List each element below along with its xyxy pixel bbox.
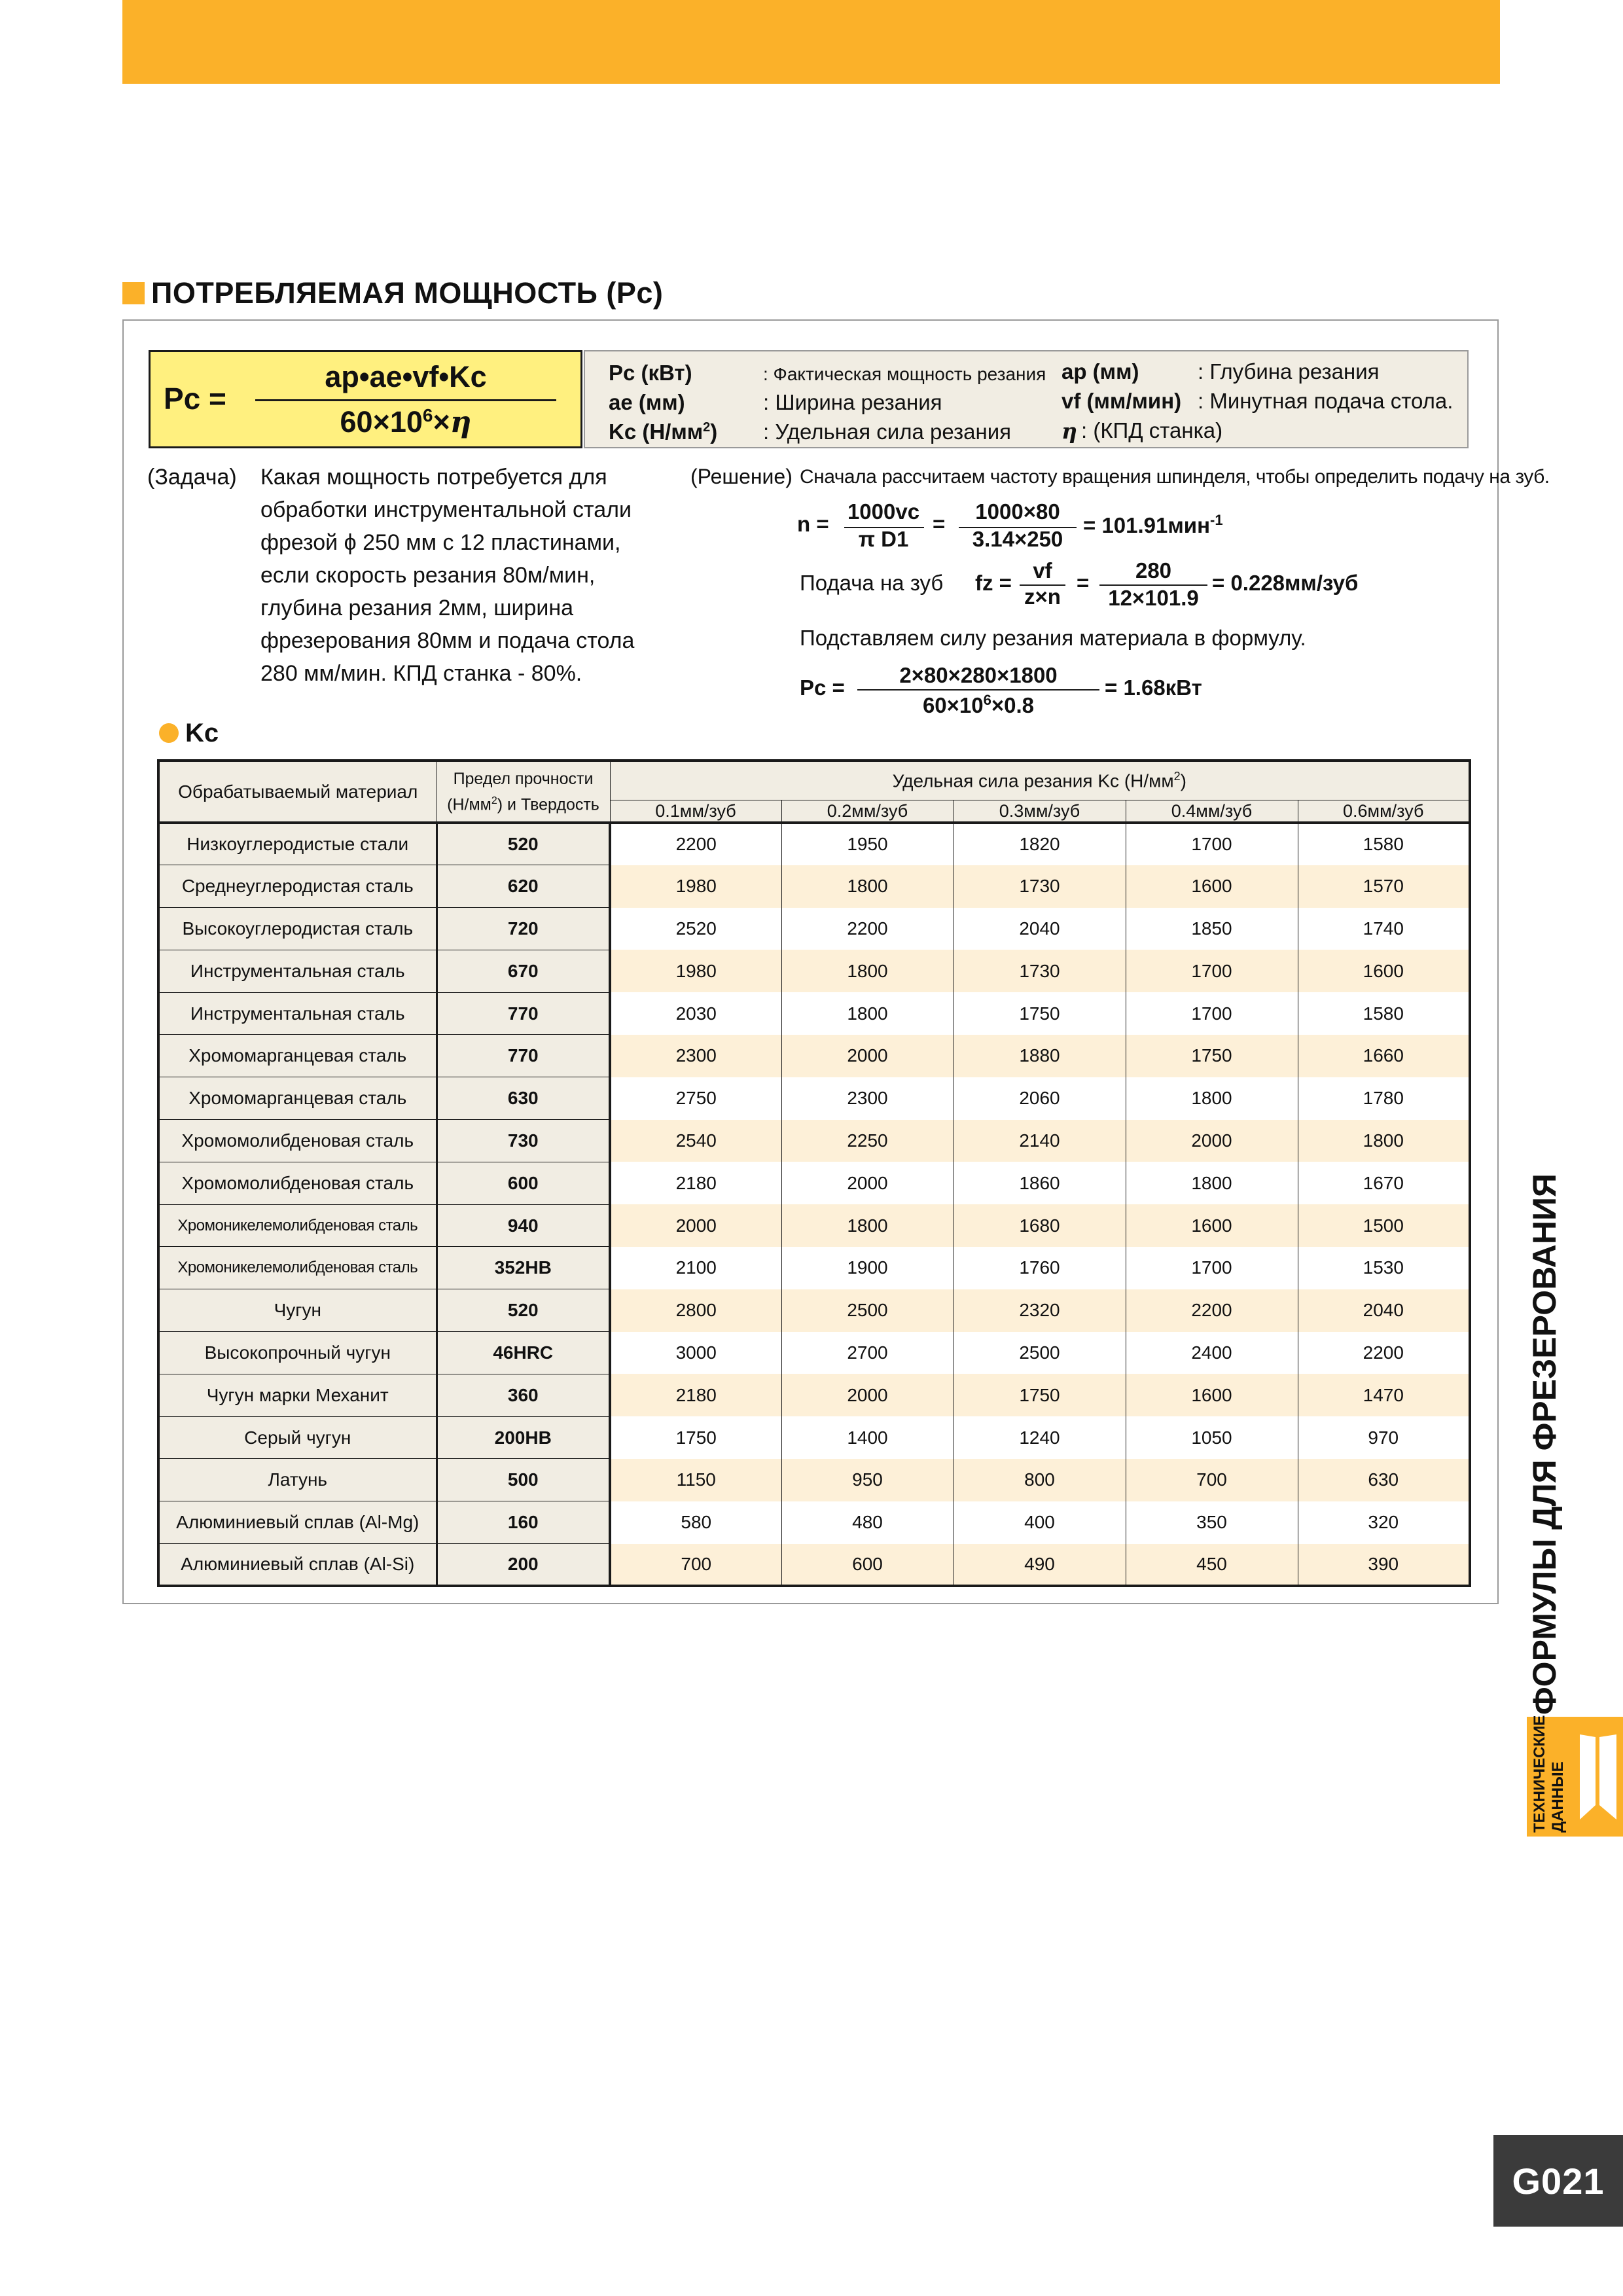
- kc-value-cell: 700: [1126, 1459, 1298, 1501]
- kc-value-cell: 1580: [1298, 992, 1470, 1035]
- kc-value-cell: 1600: [1126, 865, 1298, 908]
- kc-value-cell: 390: [1298, 1544, 1470, 1587]
- kc-value-cell: 1670: [1298, 1162, 1470, 1204]
- header-feed: 0.2мм/зуб: [781, 800, 954, 823]
- legend-eta-symbol: η: [1061, 418, 1077, 444]
- n-lhs: n =: [797, 512, 829, 536]
- n-result-exp: -1: [1210, 512, 1223, 528]
- kc-value-cell: 2400: [1126, 1332, 1298, 1374]
- strength-cell: 200: [437, 1544, 610, 1587]
- kc-value-cell: 2250: [781, 1120, 954, 1162]
- table-row: [158, 950, 1470, 992]
- formula-den-exp: 6: [422, 405, 433, 425]
- kc-value-cell: 2000: [781, 1374, 954, 1416]
- header-strength-line2-base: (Н/мм: [447, 795, 491, 814]
- kc-value-cell: 1950: [781, 823, 954, 865]
- n-den2: 3.14×250: [972, 527, 1063, 551]
- legend-kc-desc: : Удельная сила резания: [763, 420, 1012, 444]
- table-row: [158, 1289, 1470, 1332]
- legend-ap-desc: : Глубина резания: [1198, 359, 1380, 384]
- kc-value-cell: 1530: [1298, 1247, 1470, 1289]
- header-group-tail: ): [1180, 770, 1186, 791]
- header-strength-line1: Предел прочности: [453, 769, 594, 788]
- material-cell: Высокопрочный чугун: [158, 1332, 437, 1374]
- kc-value-cell: 2500: [954, 1332, 1126, 1374]
- kc-value-cell: 1800: [781, 950, 954, 992]
- kc-value-cell: 1860: [954, 1162, 1126, 1204]
- task-label: (Задача): [147, 465, 237, 490]
- legend-pc-symbol: Pc (кВт): [609, 361, 692, 385]
- formula-legend: [584, 350, 1469, 448]
- table-row: [158, 1332, 1470, 1374]
- material-cell: Латунь: [158, 1459, 437, 1501]
- kc-value-cell: 800: [954, 1459, 1126, 1501]
- formula-lhs: Pc =: [164, 382, 226, 416]
- pc-den-base: 60×10: [922, 693, 984, 717]
- table-row: [158, 823, 1470, 865]
- kc-value-cell: 1240: [954, 1416, 1126, 1459]
- n-result: [1083, 512, 1223, 538]
- kc-section-title: [159, 718, 219, 748]
- kc-value-cell: 1750: [954, 992, 1126, 1035]
- kc-value-cell: 2750: [610, 1077, 781, 1120]
- kc-value-cell: 1800: [1298, 1120, 1470, 1162]
- kc-value-cell: 320: [1298, 1501, 1470, 1544]
- side-chapter-tab: [1522, 1174, 1567, 1715]
- tech-label-line2: ДАННЫЕ: [1549, 1761, 1567, 1833]
- kc-value-cell: 1580: [1298, 823, 1470, 865]
- kc-value-cell: 2000: [610, 1204, 781, 1247]
- strength-cell: 620: [437, 865, 610, 908]
- legend-pc-desc: : Фактическая мощность резания: [763, 364, 1046, 384]
- kc-value-cell: 1500: [1298, 1204, 1470, 1247]
- legend-ae-desc: : Ширина резания: [763, 390, 942, 414]
- strength-cell: 940: [437, 1204, 610, 1247]
- material-cell: Низкоуглеродистые стали: [158, 823, 437, 865]
- solution-intro: Сначала рассчитаем частоту вращения шпинделя, чтобы определить подачу на зуб.: [800, 466, 1550, 488]
- kc-value-cell: 1800: [781, 1204, 954, 1247]
- n-eq: =: [933, 512, 946, 536]
- strength-cell: 500: [437, 1459, 610, 1501]
- kc-value-cell: 2200: [1126, 1289, 1298, 1332]
- kc-value-cell: 1780: [1298, 1077, 1470, 1120]
- strength-cell: 770: [437, 992, 610, 1035]
- strength-cell: 160: [437, 1501, 610, 1544]
- kc-value-cell: 1700: [1126, 823, 1298, 865]
- kc-value-cell: 1900: [781, 1247, 954, 1289]
- material-cell: Чугун марки Механит: [158, 1374, 437, 1416]
- formula-numerator: ap•ae•vf•Kc: [325, 360, 487, 393]
- material-cell: Хромоникелемолибденовая сталь: [158, 1204, 437, 1247]
- material-cell: Серый чугун: [158, 1416, 437, 1459]
- kc-value-cell: 1800: [1126, 1162, 1298, 1204]
- substitution-text: Подставляем силу резания материала в формулу.: [800, 626, 1306, 650]
- kc-value-cell: 1700: [1126, 1247, 1298, 1289]
- kc-title-text: Kc: [185, 718, 219, 747]
- strength-cell: 770: [437, 1035, 610, 1077]
- material-cell: Высокоуглеродистая сталь: [158, 908, 437, 950]
- kc-value-cell: 2320: [954, 1289, 1126, 1332]
- pc-den: [857, 692, 1099, 718]
- header-feed: 0.1мм/зуб: [610, 800, 781, 823]
- strength-cell: 46HRC: [437, 1332, 610, 1374]
- kc-value-cell: 580: [610, 1501, 781, 1544]
- kc-value-cell: 2300: [610, 1035, 781, 1077]
- fz-num2: 280: [1135, 558, 1172, 583]
- kc-table: [157, 759, 1471, 1587]
- section-title: [122, 274, 663, 313]
- kc-value-cell: 1850: [1126, 908, 1298, 950]
- kc-value-cell: 1700: [1126, 992, 1298, 1035]
- strength-cell: 720: [437, 908, 610, 950]
- n-num2: 1000×80: [975, 499, 1060, 524]
- formula-eta: η: [450, 404, 472, 439]
- kc-value-cell: 1570: [1298, 865, 1470, 908]
- legend-ap-symbol: ap (мм): [1061, 359, 1139, 384]
- material-cell: Инструментальная сталь: [158, 992, 437, 1035]
- kc-value-cell: 1980: [610, 865, 781, 908]
- kc-value-cell: 700: [610, 1544, 781, 1587]
- fz-den2: 12×101.9: [1108, 586, 1199, 610]
- tech-label-line1: ТЕХНИЧЕСКИЕ: [1531, 1715, 1548, 1833]
- kc-value-cell: 600: [781, 1544, 954, 1587]
- fz-num1: vf: [1033, 558, 1052, 583]
- header-material: Обрабатываемый материал: [158, 761, 437, 823]
- pc-num: 2×80×280×1800: [899, 663, 1058, 687]
- kc-value-cell: 1050: [1126, 1416, 1298, 1459]
- header-group-exp: 2: [1173, 770, 1181, 783]
- kc-value-cell: 1750: [954, 1374, 1126, 1416]
- legend-vf-desc: : Минутная подача стола.: [1198, 389, 1454, 413]
- legend-kc-sym-base: Kc (Н/мм: [609, 420, 704, 444]
- task-line: Какая мощность потребуется для: [260, 465, 607, 490]
- kc-value-cell: 400: [954, 1501, 1126, 1544]
- table-row: [158, 1120, 1470, 1162]
- header-feed: 0.3мм/зуб: [954, 800, 1126, 823]
- kc-value-cell: 450: [1126, 1544, 1298, 1587]
- book-icon: [1576, 1728, 1620, 1826]
- legend-ae-symbol: ae (мм): [609, 390, 685, 414]
- strength-cell: 670: [437, 950, 610, 992]
- page-number: G021: [1493, 2135, 1623, 2227]
- material-cell: Инструментальная сталь: [158, 950, 437, 992]
- kc-value-cell: 2800: [610, 1289, 781, 1332]
- fz-lhs: fz =: [975, 571, 1012, 595]
- legend-vf-symbol: vf (мм/мин): [1061, 389, 1182, 413]
- kc-value-cell: 2040: [954, 908, 1126, 950]
- kc-value-cell: 1820: [954, 823, 1126, 865]
- kc-value-cell: 1600: [1126, 1204, 1298, 1247]
- table-row: [158, 1247, 1470, 1289]
- formula-box: [149, 350, 582, 448]
- header-feed: 0.6мм/зуб: [1298, 800, 1470, 823]
- kc-value-cell: 2180: [610, 1162, 781, 1204]
- table-row: [158, 865, 1470, 908]
- material-cell: Алюминиевый сплав (Al-Si): [158, 1544, 437, 1587]
- kc-value-cell: 970: [1298, 1416, 1470, 1459]
- table-row: [158, 908, 1470, 950]
- kc-value-cell: 1980: [610, 950, 781, 992]
- formula-den-tail: ×: [433, 405, 450, 439]
- kc-value-cell: 2060: [954, 1077, 1126, 1120]
- kc-value-cell: 2000: [781, 1035, 954, 1077]
- header-kc-group: [610, 761, 1470, 800]
- kc-value-cell: 630: [1298, 1459, 1470, 1501]
- task-line: 280 мм/мин. КПД станка - 80%.: [260, 661, 582, 686]
- strength-cell: 520: [437, 1289, 610, 1332]
- kc-value-cell: 1760: [954, 1247, 1126, 1289]
- pc-den-exp: 6: [983, 692, 991, 708]
- table-row: [158, 1459, 1470, 1501]
- n-den1: π D1: [858, 527, 909, 551]
- n-num1: 1000vc: [847, 499, 920, 524]
- kc-value-cell: 1730: [954, 950, 1126, 992]
- pc-result: = 1.68кВт: [1105, 675, 1202, 700]
- strength-cell: 600: [437, 1162, 610, 1204]
- fz-result: = 0.228мм/зуб: [1212, 571, 1359, 595]
- table-row: [158, 1544, 1470, 1587]
- kc-value-cell: 2520: [610, 908, 781, 950]
- material-cell: Хромомарганцевая сталь: [158, 1077, 437, 1120]
- legend-kc-sym-tail: ): [710, 420, 718, 444]
- kc-value-cell: 1880: [954, 1035, 1126, 1077]
- kc-value-cell: 1400: [781, 1416, 954, 1459]
- fz-den1: z×n: [1024, 584, 1061, 609]
- task-line: если скорость резания 80м/мин,: [260, 563, 596, 588]
- kc-value-cell: 2300: [781, 1077, 954, 1120]
- kc-value-cell: 2000: [781, 1162, 954, 1204]
- kc-bullet-dot: [159, 723, 179, 743]
- solution-label: (Решение): [690, 465, 793, 488]
- kc-value-cell: 2030: [610, 992, 781, 1035]
- kc-value-cell: 2200: [781, 908, 954, 950]
- material-cell: Чугун: [158, 1289, 437, 1332]
- kc-value-cell: 1700: [1126, 950, 1298, 992]
- title-square-marker: [122, 282, 145, 304]
- formula-fraction-line: [255, 399, 556, 401]
- strength-cell: 520: [437, 823, 610, 865]
- table-row: [158, 1416, 1470, 1459]
- legend-eta-desc: : (КПД станка): [1081, 418, 1223, 442]
- fz-eq: =: [1077, 571, 1090, 595]
- kc-value-cell: 1600: [1298, 950, 1470, 992]
- kc-value-cell: 350: [1126, 1501, 1298, 1544]
- legend-kc-sym-exp: 2: [703, 420, 711, 435]
- table-row: [158, 1204, 1470, 1247]
- kc-value-cell: 2140: [954, 1120, 1126, 1162]
- kc-value-cell: 1600: [1126, 1374, 1298, 1416]
- strength-cell: 200HB: [437, 1416, 610, 1459]
- fz-label: Подача на зуб: [800, 571, 944, 595]
- material-cell: Алюминиевый сплав (Al-Mg): [158, 1501, 437, 1544]
- kc-value-cell: 1730: [954, 865, 1126, 908]
- kc-value-cell: 1750: [1126, 1035, 1298, 1077]
- material-cell: Хромомолибденовая сталь: [158, 1120, 437, 1162]
- table-row: [158, 1035, 1470, 1077]
- section-title-text: ПОТРЕБЛЯЕМАЯ МОЩНОСТЬ (Pc): [151, 276, 664, 310]
- header-strength: [437, 761, 610, 823]
- task-line: глубина резания 2мм, ширина: [260, 596, 574, 620]
- header-group-base: Удельная сила резания Kc (Н/мм: [892, 770, 1174, 791]
- kc-value-cell: 1150: [610, 1459, 781, 1501]
- kc-value-cell: 2500: [781, 1289, 954, 1332]
- pc-lhs: Pc =: [800, 675, 845, 700]
- pc-den-tail: ×0.8: [991, 693, 1035, 717]
- table-row: [158, 992, 1470, 1035]
- task-line: фрезой ϕ 250 мм с 12 пластинами,: [260, 530, 621, 555]
- kc-value-cell: 2700: [781, 1332, 954, 1374]
- kc-value-cell: 2200: [1298, 1332, 1470, 1374]
- strength-cell: 360: [437, 1374, 610, 1416]
- kc-value-cell: 1740: [1298, 908, 1470, 950]
- legend-kc-symbol: [609, 420, 717, 444]
- kc-value-cell: 2180: [610, 1374, 781, 1416]
- strength-cell: 730: [437, 1120, 610, 1162]
- table-row: [158, 1501, 1470, 1544]
- kc-value-cell: 1470: [1298, 1374, 1470, 1416]
- formula-denominator: [255, 404, 556, 439]
- strength-cell: 630: [437, 1077, 610, 1120]
- kc-value-cell: 1660: [1298, 1035, 1470, 1077]
- kc-value-cell: 1680: [954, 1204, 1126, 1247]
- top-accent-bar: [122, 0, 1500, 84]
- material-cell: Хромомарганцевая сталь: [158, 1035, 437, 1077]
- table-row: [158, 1374, 1470, 1416]
- kc-value-cell: 2200: [610, 823, 781, 865]
- task-line: фрезерования 80мм и подача стола: [260, 628, 635, 653]
- kc-value-cell: 1800: [781, 992, 954, 1035]
- header-feed: 0.4мм/зуб: [1126, 800, 1298, 823]
- kc-value-cell: 1800: [1126, 1077, 1298, 1120]
- material-cell: Хромоникелемолибденовая сталь: [158, 1247, 437, 1289]
- kc-value-cell: 2000: [1126, 1120, 1298, 1162]
- material-cell: Хромомолибденовая сталь: [158, 1162, 437, 1204]
- kc-value-cell: 3000: [610, 1332, 781, 1374]
- table-row: [158, 1077, 1470, 1120]
- header-strength-line2-tail: ) и Твердость: [497, 795, 599, 814]
- kc-value-cell: 2040: [1298, 1289, 1470, 1332]
- header-strength-line2-exp: 2: [491, 795, 497, 806]
- table-row: [158, 1162, 1470, 1204]
- kc-value-cell: 1750: [610, 1416, 781, 1459]
- n-result-base: = 101.91мин: [1083, 513, 1211, 537]
- formula-den-base: 60×10: [340, 405, 423, 439]
- kc-value-cell: 2100: [610, 1247, 781, 1289]
- kc-value-cell: 1800: [781, 865, 954, 908]
- kc-value-cell: 480: [781, 1501, 954, 1544]
- kc-value-cell: 2540: [610, 1120, 781, 1162]
- material-cell: Среднеуглеродистая сталь: [158, 865, 437, 908]
- strength-cell: 352HB: [437, 1247, 610, 1289]
- kc-value-cell: 950: [781, 1459, 954, 1501]
- pc-frac-line: [857, 689, 1099, 691]
- task-line: обработки инструментальной стали: [260, 497, 632, 522]
- tech-data-label: [1527, 1717, 1574, 1837]
- kc-value-cell: 490: [954, 1544, 1126, 1587]
- chapter-title: ФОРМУЛЫ ДЛЯ ФРЕЗЕРОВАНИЯ: [1526, 1174, 1563, 1715]
